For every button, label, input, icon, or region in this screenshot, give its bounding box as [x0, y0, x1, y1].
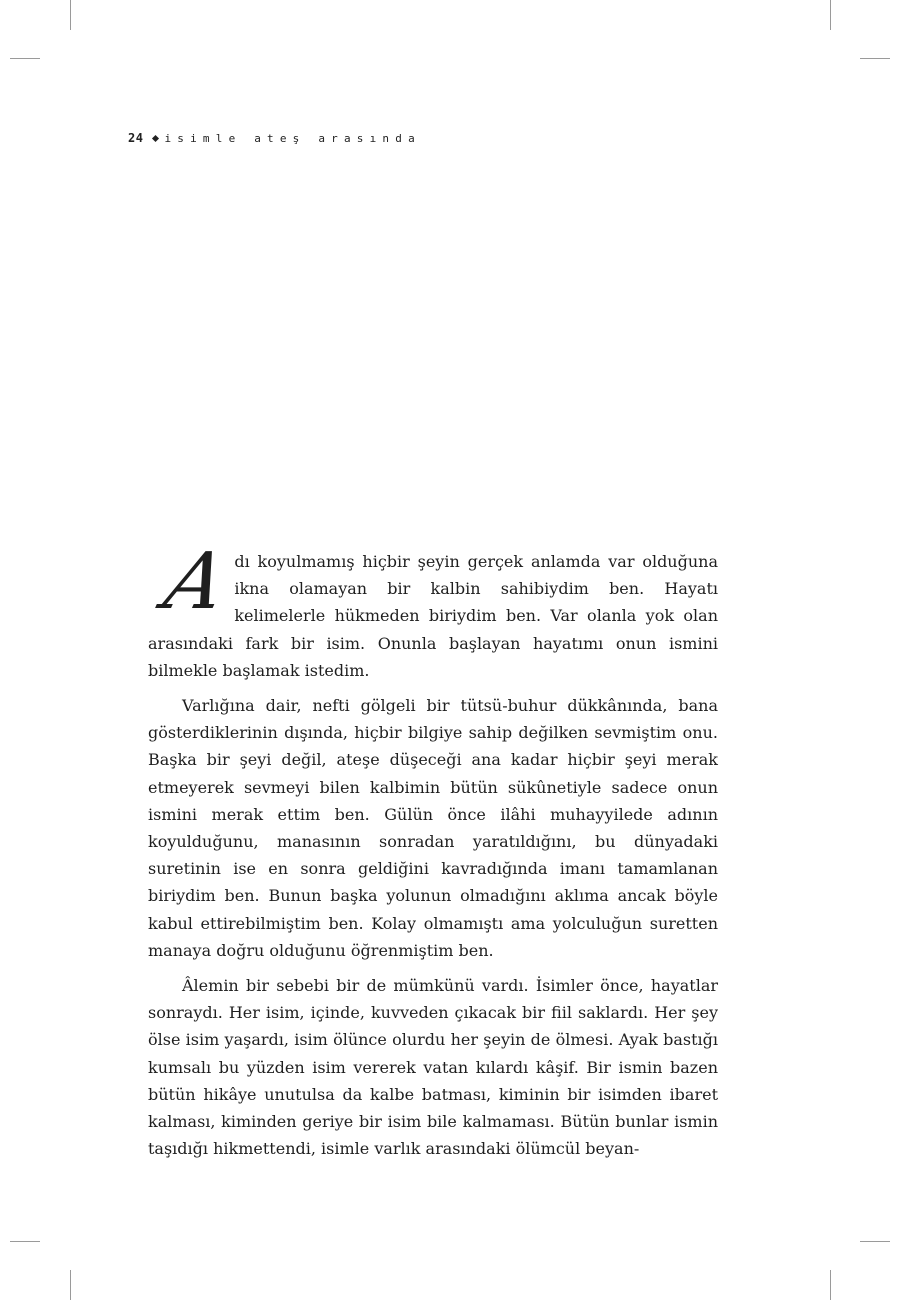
page-number: 24 [128, 131, 144, 145]
crop-mark-top-right-h [860, 58, 890, 59]
crop-mark-bottom-left [70, 1270, 71, 1300]
crop-mark-bottom-left-h [10, 1241, 40, 1242]
crop-mark-top-left [70, 0, 71, 30]
crop-mark-top-right [830, 0, 831, 30]
diamond-icon [152, 134, 159, 141]
drop-cap: A [156, 537, 236, 627]
crop-mark-bottom-right [830, 1270, 831, 1300]
crop-mark-top-left-h [10, 58, 40, 59]
running-title: isimle ateş arasında [164, 131, 421, 145]
paragraph-2: Varlığına dair, nefti gölgeli bir tütsü-buhur dükkânında, bana gösterdiklerinin dışında, hiçbir bilgiye sahip değilken sevmiştim onu. Başka bir şeyi değil, ateşe düşeceği ana kadar hiçbir şeyi merak etmeyerek sevmeyi bilen kalbimin bütün sükûnetiyle sadece onun ismini merak ettim ben. Gülün önce ilâhi muhayyilede adının koyulduğunu, manasının sonradan yaratıldığını, bu dünyadaki suretinin ise en sonra geldiğini kavradığında imanı tamamlanan biriydim ben. Bunun başka yolunun olmadığını aklıma ancak böyle kabul ettirebilmiştim ben. Kolay olmamıştı ama yolculuğun suretten manaya doğru olduğunu öğrenmiştim ben. [148, 696, 718, 960]
paragraph-3: Âlemin bir sebebi bir de mümkünü vardı. İsimler önce, hayatlar sonraydı. Her isim, içinde, kuvveden çıkacak bir fiil saklardı. Her şey ölse isim yaşardı, isim ölünce olurdu her şeyin de ölmesi. Ayak bastığı kumsalı bu yüzden isim vererek vatan kılardı kâşif. Bir ismin bazen bütün hikâye unutulsa da kalbe batması, kiminin bir isimden ibaret kalması, kiminden geriye bir isim bile kalmaması. Bütün bunlar ismin taşıdığı hikmettendi, isimle varlık arasındaki ölümcül beyan- [148, 976, 718, 1159]
paragraph-1-text: dı koyulmamış hiçbir şeyin gerçek anlamda var olduğuna ikna olamayan bir kalbin sahibiydim ben. Hayatı kelimelerle hükmeden biriydim ben. Var olanla yok olan arasındaki fark bir isim. Onunla başlayan hayatımı onun ismini bilmekle başlamak istedim. [148, 552, 718, 680]
paragraph-1 [148, 537, 718, 684]
running-head [128, 131, 421, 145]
body-text [148, 537, 718, 1170]
crop-mark-bottom-right-h [860, 1241, 890, 1242]
